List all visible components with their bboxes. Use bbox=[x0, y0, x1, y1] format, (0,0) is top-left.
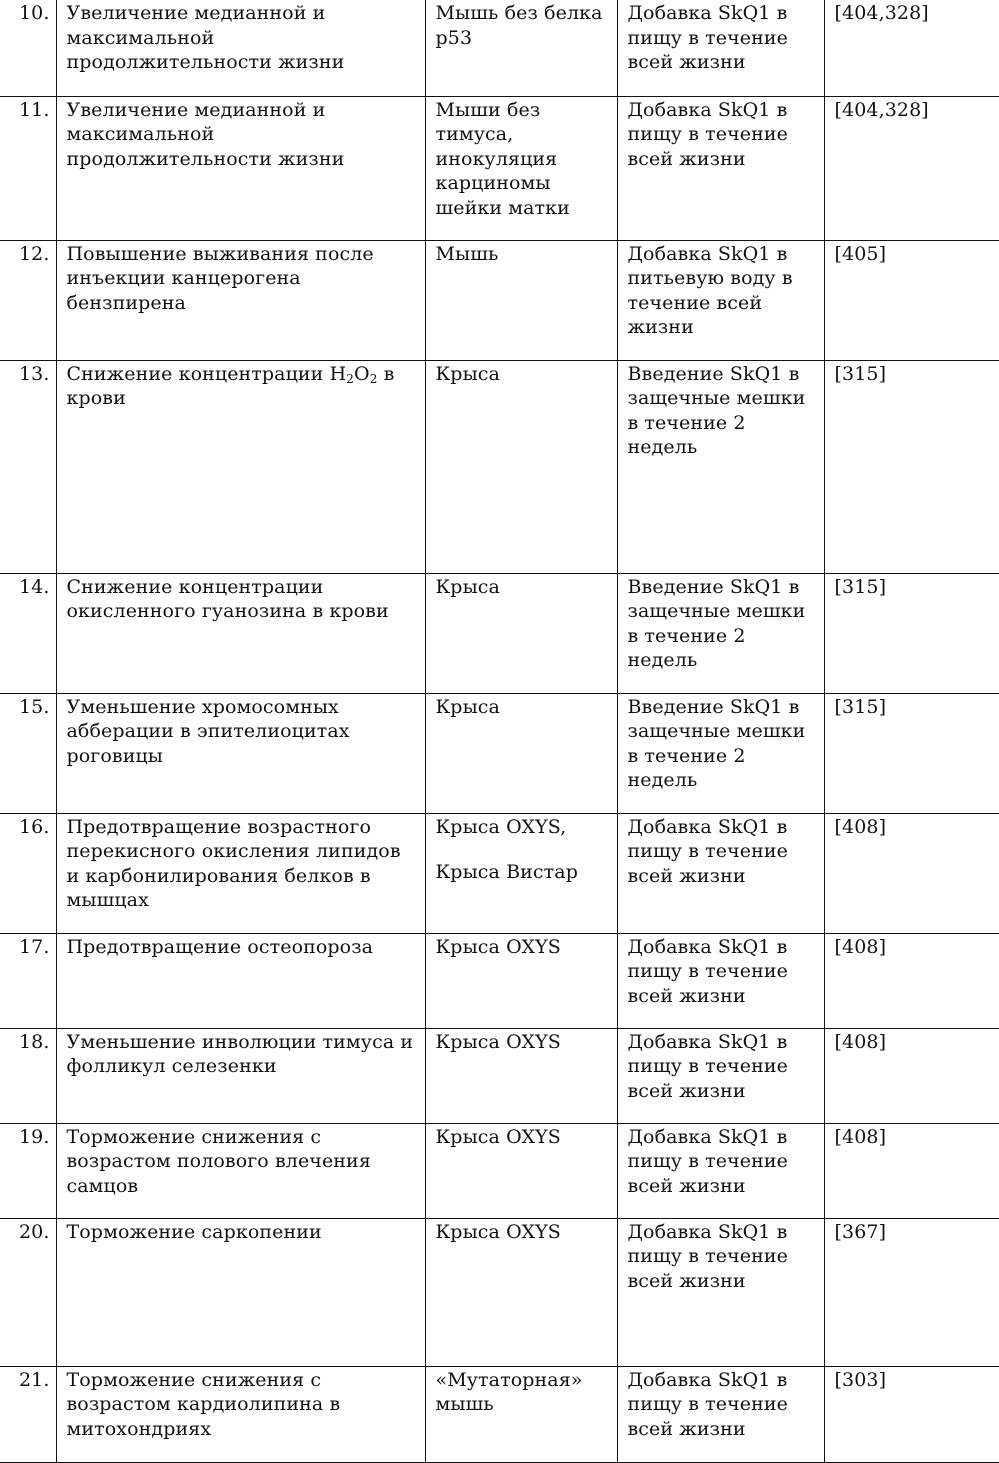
row-number: 18. bbox=[0, 1028, 56, 1123]
method-cell: Добавка SkQ1 в пищу в течение всей жизни bbox=[617, 96, 824, 240]
object-cell: Мышь bbox=[425, 240, 617, 360]
effect-text: Снижение концентрации H bbox=[66, 362, 347, 385]
object-cell: Крыса OXYS bbox=[425, 1218, 617, 1366]
subscript: 2 bbox=[346, 371, 355, 386]
row-number: 13. bbox=[0, 360, 56, 573]
object-line: Крыса OXYS, bbox=[435, 815, 567, 838]
method-cell: Добавка SkQ1 в пищу в течение всей жизни bbox=[617, 1218, 824, 1366]
effect-cell: Увеличение медианной и максимальной продолжительности жизни bbox=[56, 0, 425, 96]
method-cell: Добавка SkQ1 в пищу в течение всей жизни bbox=[617, 1366, 824, 1462]
method-cell: Добавка SkQ1 в пищу в течение всей жизни bbox=[617, 0, 824, 96]
reference-cell: [408] bbox=[824, 1123, 999, 1218]
object-cell: Мыши без тимуса, инокуляция карциномы шейки матки bbox=[425, 96, 617, 240]
table-row bbox=[0, 813, 999, 933]
reference-cell: [408] bbox=[824, 1028, 999, 1123]
row-number: 10. bbox=[0, 0, 56, 96]
method-cell: Введение SkQ1 в защечные мешки в течение 2 недель bbox=[617, 693, 824, 813]
method-cell: Добавка SkQ1 в пищу в течение всей жизни bbox=[617, 1028, 824, 1123]
effect-cell bbox=[56, 360, 425, 573]
effect-cell: Уменьшение инволюции тимуса и фолликул селезенки bbox=[56, 1028, 425, 1123]
table-row bbox=[0, 933, 999, 1028]
effect-cell: Торможение снижения с возрастом полового влечения самцов bbox=[56, 1123, 425, 1218]
object-cell: Крыса OXYS bbox=[425, 933, 617, 1028]
effect-cell: Торможение снижения с возрастом кардиолипина в митохондриях bbox=[56, 1366, 425, 1462]
table-row bbox=[0, 360, 999, 573]
table-row bbox=[0, 0, 999, 96]
reference-cell: [315] bbox=[824, 573, 999, 693]
row-number: 20. bbox=[0, 1218, 56, 1366]
method-cell: Введение SkQ1 в защечные мешки в течение 2 недель bbox=[617, 573, 824, 693]
table-row bbox=[0, 1218, 999, 1366]
row-number: 19. bbox=[0, 1123, 56, 1218]
method-cell: Добавка SkQ1 в питьевую воду в течение всей жизни bbox=[617, 240, 824, 360]
effect-cell: Предотвращение остеопороза bbox=[56, 933, 425, 1028]
object-cell: Крыса OXYS bbox=[425, 1123, 617, 1218]
effect-cell: Увеличение медианной и максимальной продолжительности жизни bbox=[56, 96, 425, 240]
effect-text: в крови bbox=[66, 362, 395, 409]
object-cell: «Мутаторная» мышь bbox=[425, 1366, 617, 1462]
table-row bbox=[0, 1123, 999, 1218]
reference-cell: [408] bbox=[824, 813, 999, 933]
object-line: Крыса Вистар bbox=[435, 861, 578, 883]
row-number: 16. bbox=[0, 813, 56, 933]
row-number: 15. bbox=[0, 693, 56, 813]
row-number: 17. bbox=[0, 933, 56, 1028]
object-cell: Крыса bbox=[425, 573, 617, 693]
subscript: 2 bbox=[369, 371, 378, 386]
method-cell: Введение SkQ1 в защечные мешки в течение 2 недель bbox=[617, 360, 824, 573]
table-row bbox=[0, 1028, 999, 1123]
method-cell: Добавка SkQ1 в пищу в течение всей жизни bbox=[617, 813, 824, 933]
method-cell: Добавка SkQ1 в пищу в течение всей жизни bbox=[617, 933, 824, 1028]
table-row bbox=[0, 240, 999, 360]
row-number: 21. bbox=[0, 1366, 56, 1462]
table-row bbox=[0, 96, 999, 240]
object-cell: Крыса bbox=[425, 693, 617, 813]
reference-cell: [404,328] bbox=[824, 0, 999, 96]
effect-cell: Уменьшение хромосомных абберации в эпителиоцитах роговицы bbox=[56, 693, 425, 813]
object-cell: Крыса bbox=[425, 360, 617, 573]
object-cell: Мышь без белка р53 bbox=[425, 0, 617, 96]
effect-cell: Повышение выживания после инъекции канцерогена бензпирена bbox=[56, 240, 425, 360]
row-number: 12. bbox=[0, 240, 56, 360]
reference-cell: [303] bbox=[824, 1366, 999, 1462]
row-number: 11. bbox=[0, 96, 56, 240]
line-gap bbox=[436, 839, 609, 860]
effect-cell: Торможение саркопении bbox=[56, 1218, 425, 1366]
object-cell bbox=[425, 813, 617, 933]
reference-cell: [405] bbox=[824, 240, 999, 360]
table-row bbox=[0, 573, 999, 693]
table-row bbox=[0, 693, 999, 813]
table-row bbox=[0, 1366, 999, 1462]
reference-cell: [315] bbox=[824, 693, 999, 813]
row-number: 14. bbox=[0, 573, 56, 693]
method-cell: Добавка SkQ1 в пищу в течение всей жизни bbox=[617, 1123, 824, 1218]
reference-cell: [408] bbox=[824, 933, 999, 1028]
reference-cell: [404,328] bbox=[824, 96, 999, 240]
effect-cell: Снижение концентрации окисленного гуанозина в крови bbox=[56, 573, 425, 693]
object-cell: Крыса OXYS bbox=[425, 1028, 617, 1123]
reference-cell: [315] bbox=[824, 360, 999, 573]
effect-cell: Предотвращение возрастного перекисного окисления липидов и карбонилирования белков в мышцах bbox=[56, 813, 425, 933]
reference-cell: [367] bbox=[824, 1218, 999, 1366]
effect-text: O bbox=[354, 362, 370, 385]
